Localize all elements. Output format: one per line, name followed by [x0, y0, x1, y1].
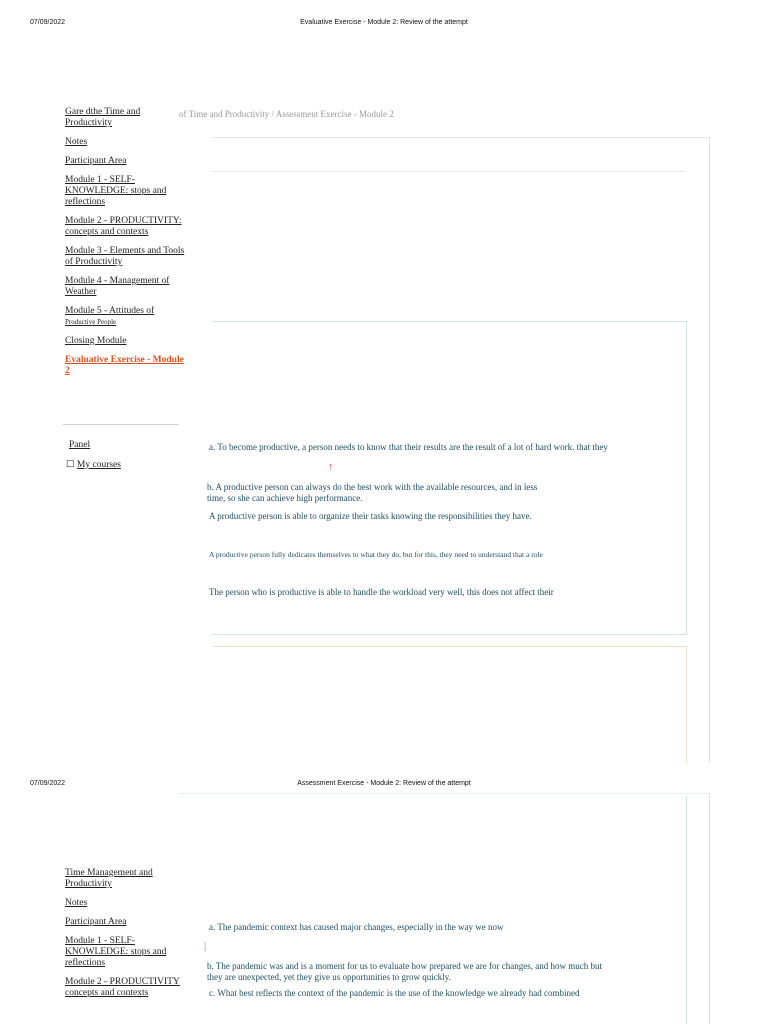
nav-course-home-page-2[interactable]: Time Management and Productivity	[65, 868, 153, 889]
answer-option-a-page-2[interactable]: a. The pandemic context has caused major changes, especially in the way we now	[209, 922, 504, 932]
nav-module-4[interactable]: Module 4 - Management of Weather	[65, 276, 170, 297]
correct-marker-icon: |	[204, 940, 207, 952]
course-navigation	[65, 107, 185, 385]
print-title-page-2: Assessment Exercise - Module 2: Review of the attempt	[297, 780, 471, 787]
nav-course-home[interactable]: Gare dthe Time and Productivity	[65, 107, 141, 128]
nav-evaluative-exercise[interactable]: Evaluative Exercise - Module 2	[65, 355, 184, 376]
answer-option-c-page-2[interactable]: c. What best reflects the context of the pandemic is the use of the knowledge we already had combined	[209, 988, 580, 998]
answer-option-c[interactable]: A productive person is able to organize their tasks knowing the responsibilities they have.	[209, 511, 532, 521]
feedback-panel	[212, 646, 687, 764]
nav-module-5-title: Module 5 - Attitudes of	[65, 306, 155, 316]
nav-closing-module[interactable]: Closing Module	[65, 336, 127, 346]
nav-divider	[63, 424, 179, 425]
print-date: 07/09/2022	[30, 19, 66, 26]
breadcrumb[interactable]: of Time and Productivity / Assessment Exercise - Module 2	[179, 109, 394, 119]
nav-participant-area[interactable]: Participant Area	[65, 156, 127, 166]
print-title: Evaluative Exercise - Module 2: Review of the attempt	[300, 19, 468, 26]
answer-option-a[interactable]: a. To become productive, a person needs to know that their results are the result of a lot of hard work. that they	[209, 442, 608, 452]
nav-participant-area-page-2[interactable]: Participant Area	[65, 917, 127, 927]
answer-option-b[interactable]: b. A productive person can always do the best work with the available resources, and in less time, so she can achieve high performance.	[207, 482, 538, 503]
nav-notes-page-2[interactable]: Notes	[65, 898, 88, 908]
nav-panel[interactable]: Panel	[69, 440, 91, 450]
nav-notes[interactable]: Notes	[65, 137, 88, 147]
nav-my-courses-row[interactable]	[66, 459, 121, 470]
nav-module-1-page-2[interactable]: Module 1 - SELF-KNOWLEDGE: stops and reflections	[65, 936, 167, 968]
nav-module-2[interactable]: Module 2 - PRODUCTIVITY: concepts and contexts	[65, 216, 182, 237]
incorrect-marker-icon: ↑	[328, 461, 334, 473]
nav-module-3[interactable]: Module 3 - Elements and Tools of Productivity	[65, 246, 185, 267]
nav-module-5-subtitle: Productive People	[65, 318, 117, 326]
answer-option-b-page-2[interactable]: b. The pandemic was and is a moment for us to evaluate how prepared we are for changes, and how much but they are unexpected, yet they give us opportunities to grow quickly.	[207, 961, 602, 982]
content-divider	[212, 171, 686, 172]
square-icon: ☐	[66, 460, 75, 470]
nav-module-5[interactable]	[65, 306, 185, 328]
nav-my-courses[interactable]: My courses	[76, 460, 121, 470]
course-navigation-page-2	[65, 868, 185, 1007]
print-date-page-2: 07/09/2022	[30, 780, 66, 787]
answer-option-e[interactable]: The person who is productive is able to handle the workload very well, this does not affect their	[209, 587, 554, 597]
nav-module-2-page-2[interactable]: Module 2 - PRODUCTIVITY concepts and contexts	[65, 977, 180, 998]
answer-option-d[interactable]: A productive person fully dedicates themselves to what they do, but for this, they need to understand that a role	[209, 550, 543, 559]
nav-module-1[interactable]: Module 1 - SELF-KNOWLEDGE: stops and reflections	[65, 175, 167, 207]
